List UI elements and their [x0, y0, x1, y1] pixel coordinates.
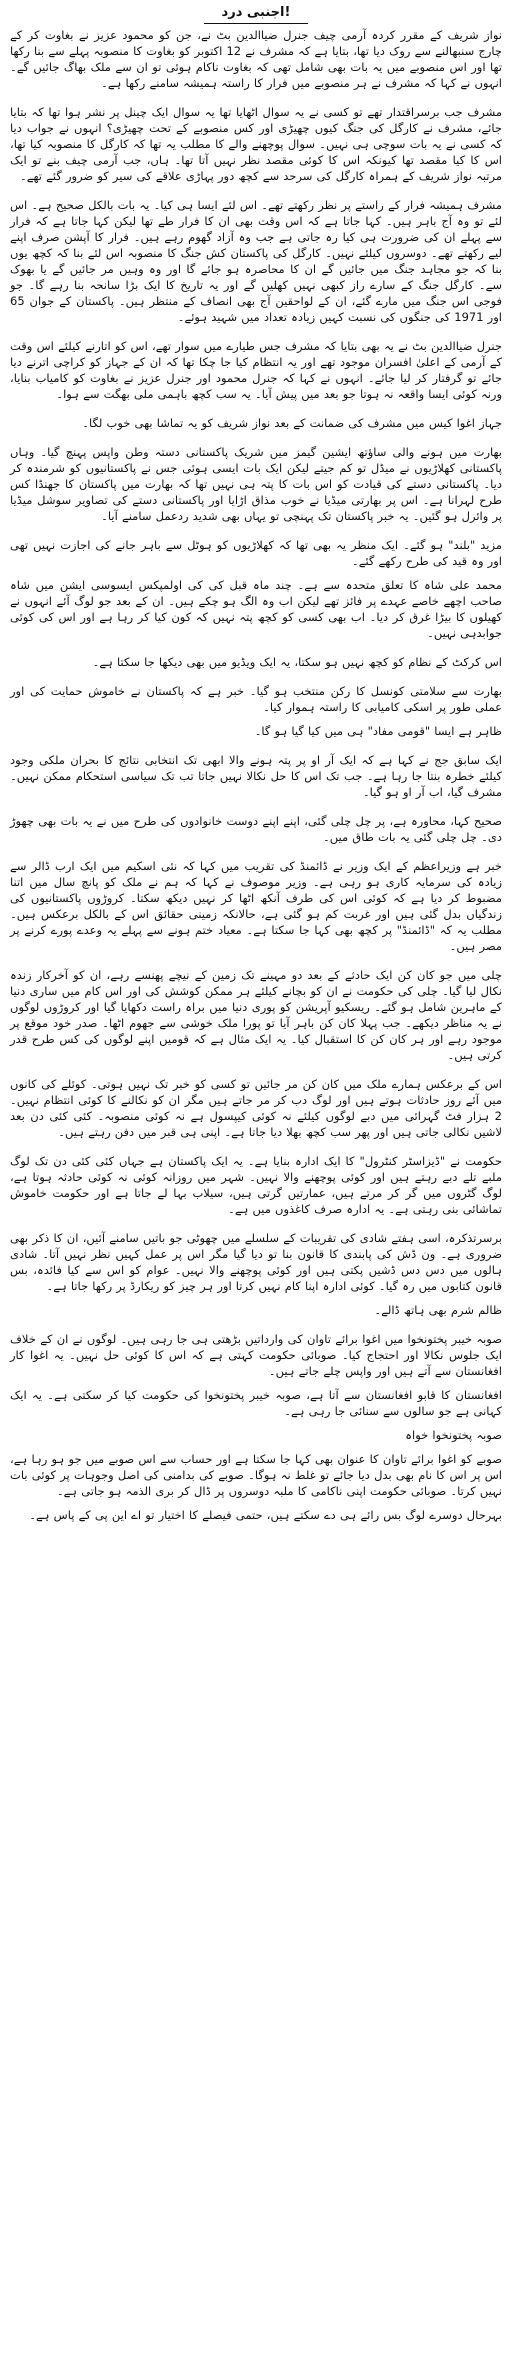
- paragraph-minister-diamond: خبر ہے وزیراعظم کے ایک وزیر نے ڈائمنڈ کی تقریب میں کہا کہ نئی اسکیم میں ایک ارب ڈالر سے زیادہ کی سرمایہ کاری ہو رہی ہے۔ وزیر موصوف نے کہا کہ ہم نے ملک کو پانچ سال میں اتنا مضبوط کر دیا ہے کہ کوئی اس کی طرف آنکھ اٹھا کر نہیں دیکھ سکتا۔ کروڑوں پاکستانیوں کی زندگیاں بدل گئی ہیں اور غربت کم ہو گئی ہے، حالانکہ زمینی حقائق اس کے بالکل برعکس ہیں۔ مطلب یہ کہ "ڈائمنڈ" پر کچھ بھی کہا جا سکتا ہے۔ معیاد ختم ہونے سے پہلے یہ وعدے پورے کرنے پر مصر ہیں۔: [10, 859, 502, 953]
- paragraph-wedding-rules: برسرتذکرہ، اسی ہفتے شادی کی تقریبات کے سلسلے میں چھوٹی جو باتیں سامنے آئیں، ان کا ذکر بھی ضروری ہے۔ ون ڈش کی پابندی کا قانون بنا تو دیا گیا مگر اس پر عمل کہیں نظر نہیں آتا۔ شادی ہالوں میں دس دس ڈشیں پکتی ہیں اور کوئی پوچھنے والا نہیں۔ عوام کو اس سے کیا فائدہ، بس قانون کتابوں میں رہ گیا۔ کوئی ادارہ اپنا کام نہیں کرتا اور ہر چیز کو ریکارڈ پر رکھا جاتا ہے۔: [10, 1231, 502, 1293]
- paragraph-kargil-coup: نواز شریف کے مقرر کردہ آرمی چیف جنرل ضیاالدین بٹ نے، جن کو محمود عزیز نے بغاوت کر کے چارج سنبھالنے سے روک دیا تھا، بتایا ہے کہ مشرف نے 12 اکتوبر کو بغاوت کا منصوبہ پہلے سے بنا رکھا تھا اور اس منصوبے میں یہ بات بھی شامل تھی کہ بغاوت ناکام ہوئی تو ان سے ملک بھاگ جائیں گے۔ انہوں نے کہا کہ مشرف نے ہر منصوبے میں فرار کا راستہ ہمیشہ سامنے رکھا ہے۔: [10, 28, 503, 90]
- article-body: [10, 27, 502, 1523]
- paragraph-plane-hijack-case: جہاز اغوا کیس میں مشرف کی ضمانت کے بعد نواز شریف کو یہ تماشا بھی خوب لگا۔: [82, 416, 502, 430]
- paragraph-afghanistan: افغانستان کا قابو افغانستان سے آتا ہے، صوبہ خیبر پختونخوا کی حکومت کیا کر سکتی ہے۔ یہ ایک کہانی ہے جو سالوں سے سنائی جا رہی ہے۔: [10, 1388, 502, 1418]
- paragraph-anp-decision: بہرحال دوسرے لوگ بس رائے ہی دے سکتے ہیں، حتمی فیصلے کا اختیار تو اے این پی کے پاس ہے۔: [29, 1508, 502, 1522]
- article-title: اجنبی درد!: [221, 5, 291, 20]
- paragraph-national-interest: ظاہر ہے ایسا "قومی مفاد" ہی میں کیا گیا ہو گا۔: [254, 724, 502, 738]
- paragraph-province-name: صوبے کو اغوا برائے تاوان کا عنوان بھی کہا جا سکتا ہے اور حساب سے اس صوبے میں جو ہو رہا ہے، اس پر اس کا نام بھی بدل دیا جائے تو غلط نہ ہوگا۔ صوبے کی بدامنی کی اصل وجوہات پر کوئی بات نہیں کرتا۔ صوبائی حکومت اپنی ناکامی کا ملبہ دوسروں پر ڈال کر بری الذمہ ہو جاتی ہے۔: [10, 1452, 502, 1498]
- paragraph-disaster-control: حکومت نے "ڈیزاسٹر کنٹرول" کا ایک ادارہ بنایا ہے۔ یہ ایک پاکستان ہے جہاں کئی کئی دن تک لوگ ملبے تلے دبے رہتے ہیں اور کوئی پوچھنے والا نہیں۔ شہر میں روزانہ کوئی نہ کوئی حادثہ ہوتا ہے، لوگ گٹروں میں گر کر مرتے ہیں، عمارتیں گرتی ہیں، سیلاب بہا لے جاتا ہے اور حکومت خاموش تماشائی بنی رہتی ہے۔ یہ ادارہ صرف کاغذوں میں ہے۔: [10, 1154, 502, 1216]
- paragraph-south-asian-games: بھارت میں ہونے والی ساؤتھ ایشین گیمز میں شریک پاکستانی دستہ وطن واپس پہنچ گیا۔ وہاں پاکستانی کھلاڑیوں نے میڈل تو کم جیتے لیکن ایک بات ایسی ہوئی جس نے پاکستانیوں کو شرمندہ کر دیا۔ پاکستانی دستے کی قیادت کو اس بات کا پتہ ہی نہیں تھا کہ بھارت میں پاکستان کا جھنڈا کس طرح لہرانا ہے۔ اس پر بھارتی میڈیا نے خوب مذاق اڑایا اور پاکستانی دستے کی تصاویر سوشل میڈیا پر وائرل ہو گئیں۔ یہ خبر پاکستان تک پہنچی تو یہاں بھی شدید ردعمل سامنے آیا۔: [10, 445, 502, 523]
- paragraph-cricket-system: اس کرکٹ کے نظام کو کچھ نہیں ہو سکتا، یہ ایک ویڈیو میں بھی دیکھا جا سکتا ہے۔: [92, 655, 502, 669]
- title-underline: [204, 23, 308, 24]
- paragraph-plane-story: جنرل ضیاالدین بٹ نے یہ بھی بتایا کہ مشرف جس طیارے میں سوار تھے، اس کو اتارنے کیلئے اس وقت کے آرمی کے اعلیٰ افسران موجود تھے اور یہ انتظام کیا جا چکا تھا کہ ان کے جہاز کو کراچی اترنے دیا جائے تو گرفتار کر لیا جائے۔ انہوں نے کہا کہ جنرل محمود اور جنرل عزیز نے بغاوت کو کامیاب بنایا، ورنہ کوئی ایسا واقعہ نہ ہوتا جو بعد میں پیش آیا۔ یہ سب کچھ باہمی ملی بھگت سے ہوا۔: [10, 339, 502, 401]
- paragraph-local-miners: اس کے برعکس ہمارے ملک میں کان کن مر جائیں تو کسی کو خبر تک نہیں ہوتی۔ کوئلے کی کانوں میں آئے روز حادثات ہوتے ہیں اور لوگ دب کر مر جاتے ہیں مگر ان کو نکالنے کا کوئی انتظام نہیں۔ 2 ہزار فٹ گہرائی میں دبے لوگوں کیلئے نہ کوئی کیپسول ہے نہ کوئی منصوبہ۔ کئی کئی دن بعد لاشیں نکالی جاتی ہیں اور پھر سب کچھ بھلا دیا جاتا ہے۔ اپنی ہی قبر میں دفن رہتے ہیں۔: [10, 1077, 502, 1139]
- paragraph-kargil-question: مشرف جب برسراقتدار تھے تو کسی نے یہ سوال اٹھایا تھا یہ سوال ایک چینل پر نشر ہوا تھا کہ بتایا جائے، مشرف نے کارگل کی جنگ کیوں چھیڑی اور کس منصوبے کے تحت چھیڑی؟ انہوں نے جواب دیا کہ کسی نے یہ بات سوچی ہی نہیں۔ سوال پوچھنے والے کا مطلب یہ تھا کہ کارگل کا منصوبہ کیا تھا، اس کا کیا مقصد تھا کیونکہ اس کا کوئی مقصد نظر نہیں آتا تھا۔ ہاں، جب آرمی چیف بنے تو ایک مرتبہ نواز شریف کے ہمراہ کارگل کی سرحد سے کچھ دور پہاڑی علاقے کی سیر کو ضرور گئے تھے۔: [10, 105, 502, 183]
- paragraph-ali-shah: محمد علی شاہ کا تعلق متحدہ سے ہے۔ چند ماہ قبل کی کی اولمپکس ایسوسی ایشن میں شاہ صاحب اچھے خاصے عہدے پر فائز تھے لیکن اب وہ الگ ہو چکے ہیں۔ ان کے بعد جو لوگ آئے انہوں نے کھیلوں کا بیڑا غرق کر دیا۔ اب بھی کسی کو کچھ پتہ نہیں کہ کون کیا کر رہا ہے اور اس کی کوئی جوابدہی نہیں۔: [10, 578, 502, 640]
- paragraph-proverb: صحیح کہا، محاورہ ہے، پر چل چلی گئی، اپنے اپنے دوست خانوادوں کی طرح میں نے یہ بات بھی چھوڑ دی۔ چل چلی گئی یہ بات طاق میں۔: [10, 814, 502, 844]
- paragraph-kp-line: صوبہ پختونخوا خواہ: [405, 1428, 502, 1442]
- paragraph-chile-miners: چلی میں جو کان کن ایک حادثے کے بعد دو مہینے تک زمین کے نیچے پھنسے رہے، ان کو آخرکار زندہ نکال لیا گیا۔ چلی کی حکومت نے ان کو بچانے کیلئے ہر ممکن کوشش کی اور اس کام میں ساری دنیا کے ماہرین شامل ہو گئے۔ ریسکیو آپریشن کو پوری دنیا میں براہ راست دکھایا گیا اور کروڑوں لوگوں نے یہ مناظر دیکھے۔ جب پہلا کان کن باہر آیا تو پورا ملک خوشی سے جھوم اٹھا۔ صدر خود موقع پر موجود رہے اور ہر کان کن کا استقبال کیا۔ یہ ایک مثال ہے کہ قومیں اپنے لوگوں کی کس طرح قدر کرتی ہیں۔: [10, 968, 502, 1062]
- paragraph-security-council: بھارت سے سلامتی کونسل کا رکن منتخب ہو گیا۔ خبر ہے کہ پاکستان نے خاموش حمایت کی اور عملی طور پر اسکی کامیابی کا راستہ ہموار کیا۔: [10, 684, 502, 714]
- paragraph-games-more: مزید "بلند" ہو گئے۔ ایک منظر یہ بھی تھا کہ کھلاڑیوں کو ہوٹل سے باہر جانے کی اجازت نہیں تھی اور وہ قید کی طرح رکھے گئے۔: [10, 538, 502, 568]
- paragraph-short-remark: ظالم شرم بھی ہاتھ ڈالے۔: [374, 1303, 502, 1317]
- paragraph-kp-kidnapping: صوبہ خیبر پختونخوا میں اغوا برائے تاوان کی وارداتیں بڑھتی ہی جا رہی ہیں۔ لوگوں نے ان کے خلاف ایک جلوس نکالا اور احتجاج کیا۔ صوبائی حکومت کہتی ہے کہ اس کا کوئی حل نہیں۔ یہ اغوا کار افغانستان سے آتے ہیں اور واپس چلے جاتے ہیں۔: [10, 1332, 502, 1378]
- paragraph-escape-route: مشرف ہمیشہ فرار کے راستے پر نظر رکھتے تھے۔ اس لئے ایسا ہی کیا۔ یہ بات بالکل صحیح ہے۔ اس لئے تو وہ آج باہر ہیں۔ کہا جاتا ہے کہ اس وقت بھی ان کا فرار طے تھا لیکن کہا جاتا ہے کہ فرار سے پہلے ان کی ضرورت ہی کیا رہ جاتی ہے جب وہ آزاد گھوم رہے ہیں۔ فرار کا آپشن صرف اپنے لیے رکھتے تھے۔ دوسروں کیلئے نہیں۔ کارگل کی پاکستان کش جنگ کا منصوبہ اس لئے بنا کہ کچھ یوں بنا کہ جو مجاہد جنگ میں جائیں گے ان کا محاصرہ ہو جائے گا اور وہ وہیں مر جائیں گے یا بھوک سے۔ کارگل جنگ کے سارے راز کبھی نہیں کھلیں گے اور یہ تاریخ کا ایک بڑا سانحہ بنا رہے گا۔ جو فوجی اس جنگ میں مارے گئے، ان کے لواحقین آج بھی انصاف کے منتظر ہیں۔ پاکستان کے جوان 65 اور 1971 کی جنگوں کی نسبت کہیں زیادہ تعداد میں شہید ہوئے۔: [10, 198, 502, 324]
- paragraph-former-judge: ایک سابق جج نے کہا ہے کہ ایک آر او پر پتہ ہونے والا ابھی تک انتخابی نتائج کا بحران ملکی وجود کیلئے خطرہ بنتا جا رہا ہے۔ جب تک اس کا حل نکالا نہیں جاتا تب تک سیاسی استحکام ممکن نہیں۔ مشرف گیا، اب آر او ہو گیا۔: [10, 753, 502, 799]
